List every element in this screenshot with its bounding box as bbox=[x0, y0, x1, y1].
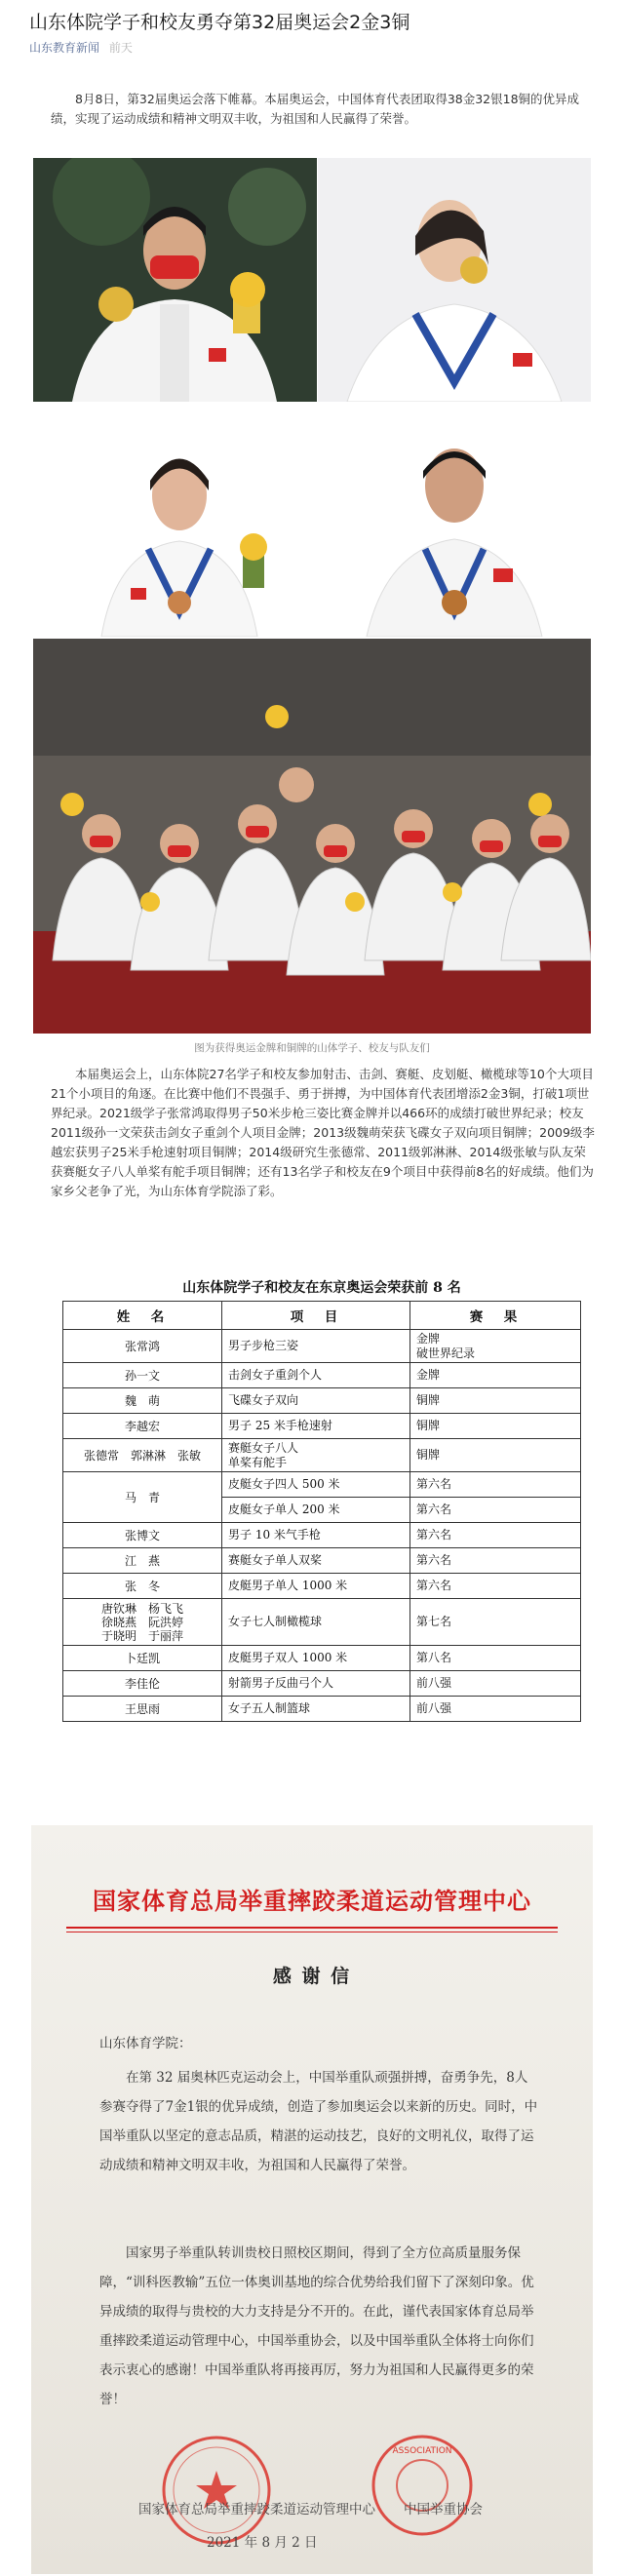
table-row bbox=[63, 1363, 581, 1388]
cell-event: 击剑女子重剑个人 bbox=[222, 1363, 410, 1388]
body-paragraph: 本届奥运会上，山东体院27名学子和校友参加射击、击剑、赛艇、皮划艇、橄榄球等10个大项目21个小项目的角逐。在比赛中他们不畏强手、勇于拼搏，为中国体育代表团增添2金3铜，打破1项世界纪录。2021级学子张常鸿取得男子50米步枪三姿比赛金牌并以466环的成绩打破世界纪录；校友2011级孙一文荣获击剑女子重剑个人项目金牌；2013级魏萌荣获飞碟女子双向项目铜牌；2009级李越宏获男子25米手枪速射项目铜牌；2014级研究生张德常、2011级郭淋淋、2014级张敏与队友荣获赛艇女子八人单桨有舵手项目铜牌；还有13名学子和校友在9个项目中获得前8名的好成绩。他们为家乡父老争了光，为山东体育学院添了彩。 bbox=[51, 1067, 595, 1198]
cell-event: 皮艇男子单人 1000 米 bbox=[222, 1574, 410, 1599]
cell-result: 第六名 bbox=[410, 1548, 581, 1574]
table-row bbox=[63, 1472, 581, 1498]
letter-paragraph-2: 国家男子举重队转训贵校日照校区期间，得到了全方位高质量服务保障，“训科医教输”五位一体奥训基地的综合优势给我们留下了深刻印象。优异成绩的取得与贵校的大力支持是分不开的。在此，谨代表国家体育总局举重摔跤柔道运动管理中心，中国举重协会，以及中国举重队全体将士向你们表示衷心的感谢！中国举重队将再接再厉，努力为祖国和人民赢得更多的荣誉！ bbox=[99, 2245, 534, 2407]
cell-event: 皮艇女子四人 500 米 bbox=[222, 1472, 410, 1498]
cell-name: 张常鸿 bbox=[63, 1330, 222, 1363]
cell-event: 射箭男子反曲弓个人 bbox=[222, 1671, 410, 1697]
table-row bbox=[63, 1599, 581, 1646]
table-row bbox=[63, 1414, 581, 1439]
cell-event: 男子步枪三姿 bbox=[222, 1330, 410, 1363]
seal-right-text: ASSOCIATION bbox=[392, 2446, 452, 2456]
header-result: 赛 果 bbox=[410, 1302, 581, 1330]
cell-name: 王思雨 bbox=[63, 1697, 222, 1722]
table-row bbox=[63, 1388, 581, 1414]
table-row bbox=[63, 1330, 581, 1363]
cell-name: 马 青 bbox=[63, 1472, 222, 1523]
cell-name: 孙一文 bbox=[63, 1363, 222, 1388]
photo-medalist-skeet bbox=[33, 403, 317, 637]
cell-event: 男子 25 米手枪速射 bbox=[222, 1414, 410, 1439]
cell-name: 张博文 bbox=[63, 1523, 222, 1548]
cell-result: 第六名 bbox=[410, 1472, 581, 1498]
cell-result: 前八强 bbox=[410, 1671, 581, 1697]
intro-paragraph: 8月8日，第32届奥运会落下帷幕。本届奥运会，中国体育代表团取得38金32银18铜的优异成绩，实现了运动成绩和精神文明双丰收，为祖国和人民赢得了荣誉。 bbox=[51, 92, 580, 126]
photo-rowing-team bbox=[33, 639, 591, 1034]
photo-medalist-shooter bbox=[33, 158, 317, 402]
cell-result: 第六名 bbox=[410, 1498, 581, 1523]
cell-result: 第七名 bbox=[410, 1599, 581, 1646]
cell-event: 女子七人制橄榄球 bbox=[222, 1599, 410, 1646]
cell-name: 张德常 郭淋淋 张敏 bbox=[63, 1439, 222, 1472]
article-time: 前天 bbox=[108, 41, 133, 55]
letter-header-rule bbox=[66, 1927, 558, 1929]
letter-addressee: 山东体育学院： bbox=[99, 2036, 192, 2051]
table-row bbox=[63, 1671, 581, 1697]
cell-event: 飞碟女子双向 bbox=[222, 1388, 410, 1414]
table-row bbox=[63, 1646, 581, 1671]
cell-name: 唐钦琳 杨飞飞 徐晓燕 阮洪婷 于晓明 于丽萍 bbox=[63, 1599, 222, 1646]
cell-result: 金牌 bbox=[410, 1363, 581, 1388]
cell-name: 李越宏 bbox=[63, 1414, 222, 1439]
results-table bbox=[62, 1301, 581, 1722]
cell-name: 李佳伦 bbox=[63, 1671, 222, 1697]
seal-right bbox=[369, 2432, 476, 2539]
cell-result: 第六名 bbox=[410, 1523, 581, 1548]
table-title: 山东体院学子和校友在东京奥运会荣获前 8 名 bbox=[182, 1280, 461, 1296]
table-row bbox=[63, 1439, 581, 1472]
cell-result: 第六名 bbox=[410, 1574, 581, 1599]
letter-sign-left: 国家体育总局举重摔跤柔道运动管理中心 bbox=[138, 2502, 375, 2517]
article-title: 山东体院学子和校友勇夺第32届奥运会2金3铜 bbox=[29, 12, 410, 33]
letter-org-header: 国家体育总局举重摔跤柔道运动管理中心 bbox=[93, 1887, 531, 1915]
cell-name: 卜廷凯 bbox=[63, 1646, 222, 1671]
letter-date: 2021 年 8 月 2 日 bbox=[207, 2535, 318, 2551]
cell-result: 铜牌 bbox=[410, 1414, 581, 1439]
cell-name: 魏 萌 bbox=[63, 1388, 222, 1414]
cell-name: 江 燕 bbox=[63, 1548, 222, 1574]
cell-event: 皮艇女子单人 200 米 bbox=[222, 1498, 410, 1523]
table-row bbox=[63, 1697, 581, 1722]
cell-result: 铜牌 bbox=[410, 1439, 581, 1472]
photo-medalist-pistol bbox=[318, 403, 591, 637]
cell-result: 铜牌 bbox=[410, 1388, 581, 1414]
cell-name: 张 冬 bbox=[63, 1574, 222, 1599]
header-name: 姓 名 bbox=[63, 1302, 222, 1330]
letter-paragraph-1: 在第 32 届奥林匹克运动会上，中国举重队顽强拼搏，奋勇争先，8人参赛夺得了7金1银的优异成绩，创造了参加奥运会以来新的历史。同时，中国举重队以坚定的意志品质，精湛的运动技艺，良好的文明礼仪，取得了运动成绩和精神文明双丰收，为祖国和人民赢得了荣誉。 bbox=[99, 2070, 538, 2173]
cell-event: 赛艇女子八人 单桨有舵手 bbox=[222, 1439, 410, 1472]
table-row bbox=[63, 1523, 581, 1548]
thank-you-letter bbox=[31, 1825, 593, 2574]
cell-result: 金牌 破世界纪录 bbox=[410, 1330, 581, 1363]
header-event: 项 目 bbox=[222, 1302, 410, 1330]
table-row bbox=[63, 1548, 581, 1574]
letter-title: 感 谢 信 bbox=[272, 1966, 352, 1987]
cell-result: 前八强 bbox=[410, 1697, 581, 1722]
photo-medalist-fencer bbox=[318, 158, 591, 402]
cell-event: 赛艇女子单人双桨 bbox=[222, 1548, 410, 1574]
table-row bbox=[63, 1574, 581, 1599]
cell-result: 第八名 bbox=[410, 1646, 581, 1671]
cell-event: 女子五人制篮球 bbox=[222, 1697, 410, 1722]
cell-event: 男子 10 米气手枪 bbox=[222, 1523, 410, 1548]
cell-event: 皮艇男子双人 1000 米 bbox=[222, 1646, 410, 1671]
photo-caption: 图为获得奥运金牌和铜牌的山体学子、校友与队友们 bbox=[194, 1042, 430, 1054]
article-source-link[interactable]: 山东教育新闻 bbox=[29, 41, 100, 55]
letter-sign-right: 中国举重协会 bbox=[404, 2502, 483, 2517]
article-meta bbox=[29, 39, 133, 56]
table-header-row bbox=[63, 1302, 581, 1330]
